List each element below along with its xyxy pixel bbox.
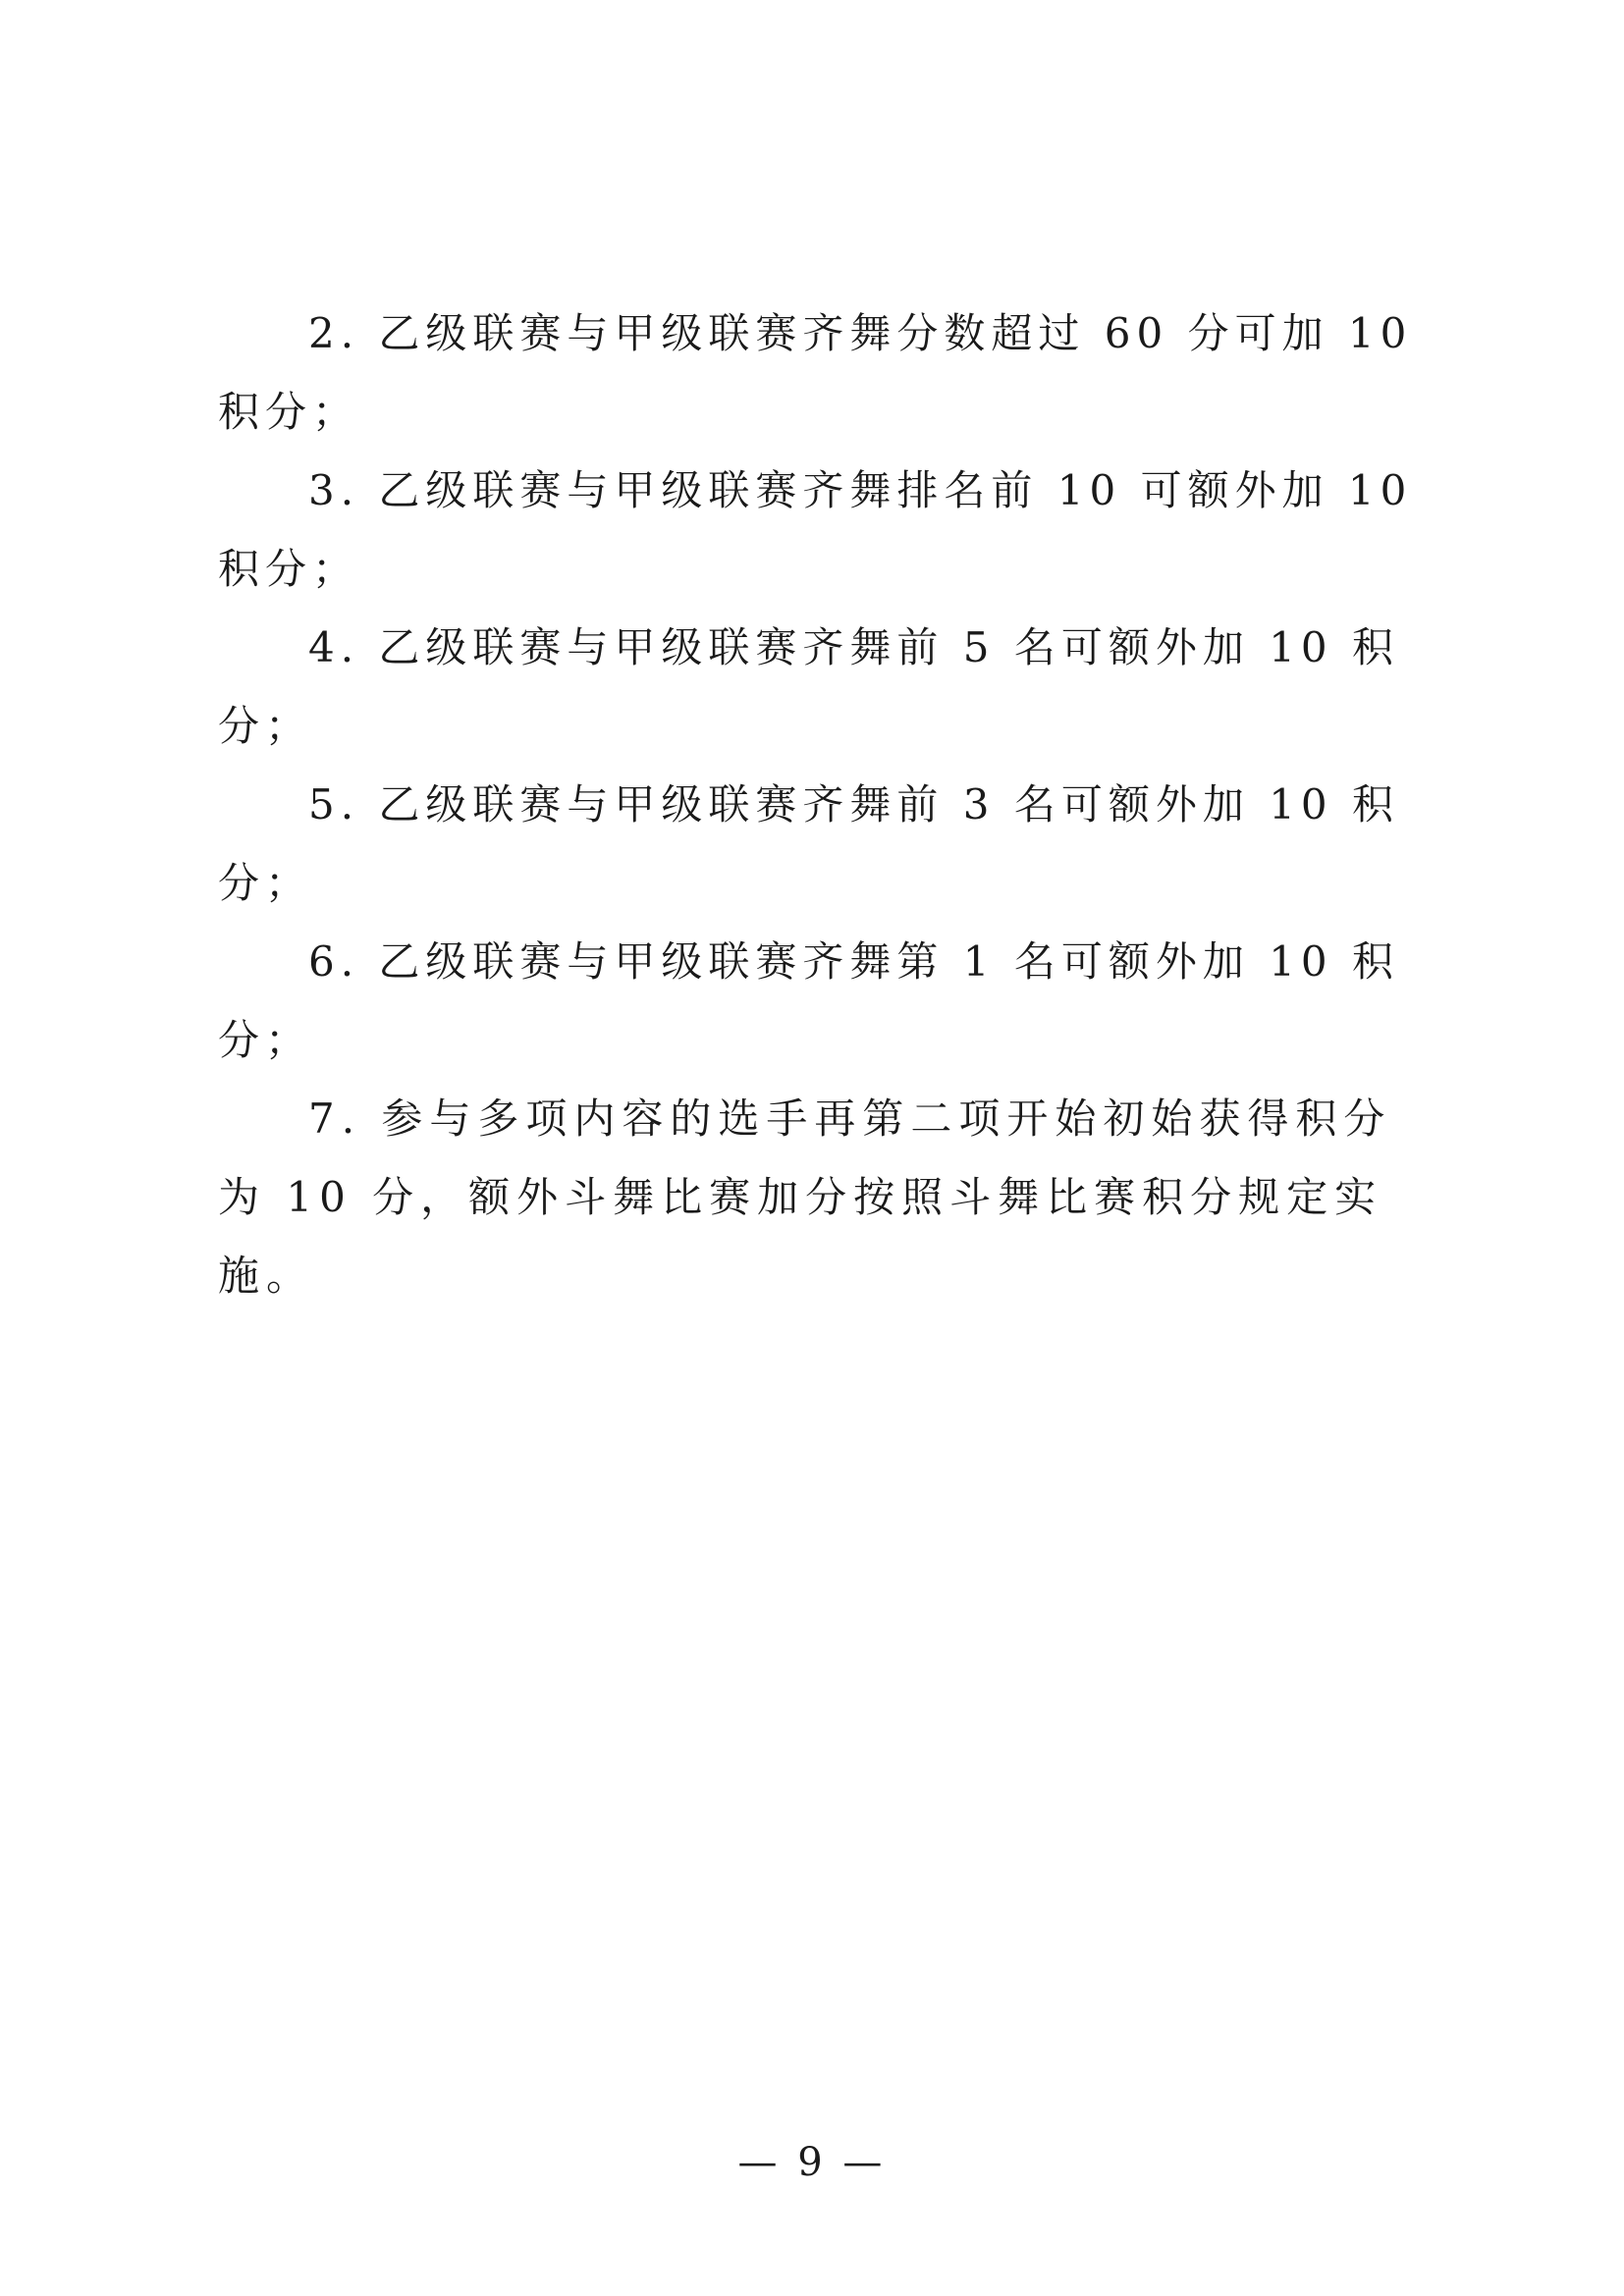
list-item: 2. 乙级联赛与甲级联赛齐舞分数超过 60 分可加 10 积分； (218, 309, 1413, 436)
list-item: 7. 参与多项内容的选手再第二项开始初始获得积分为 10 分，额外斗舞比赛加分按照斗舞比赛积分规定实施。 (218, 1095, 1392, 1300)
list-item: 6. 乙级联赛与甲级联赛齐舞第 1 名可额外加 10 积分； (218, 937, 1399, 1064)
page-number: — 9 — (737, 2140, 887, 2185)
list-item: 4. 乙级联赛与甲级联赛齐舞前 5 名可额外加 10 积分； (218, 623, 1399, 750)
list-item: 3. 乙级联赛与甲级联赛齐舞排名前 10 可额外加 10 积分； (218, 466, 1413, 593)
document-body (218, 294, 1435, 1315)
list-item: 5. 乙级联赛与甲级联赛齐舞前 3 名可额外加 10 积分； (218, 780, 1399, 907)
